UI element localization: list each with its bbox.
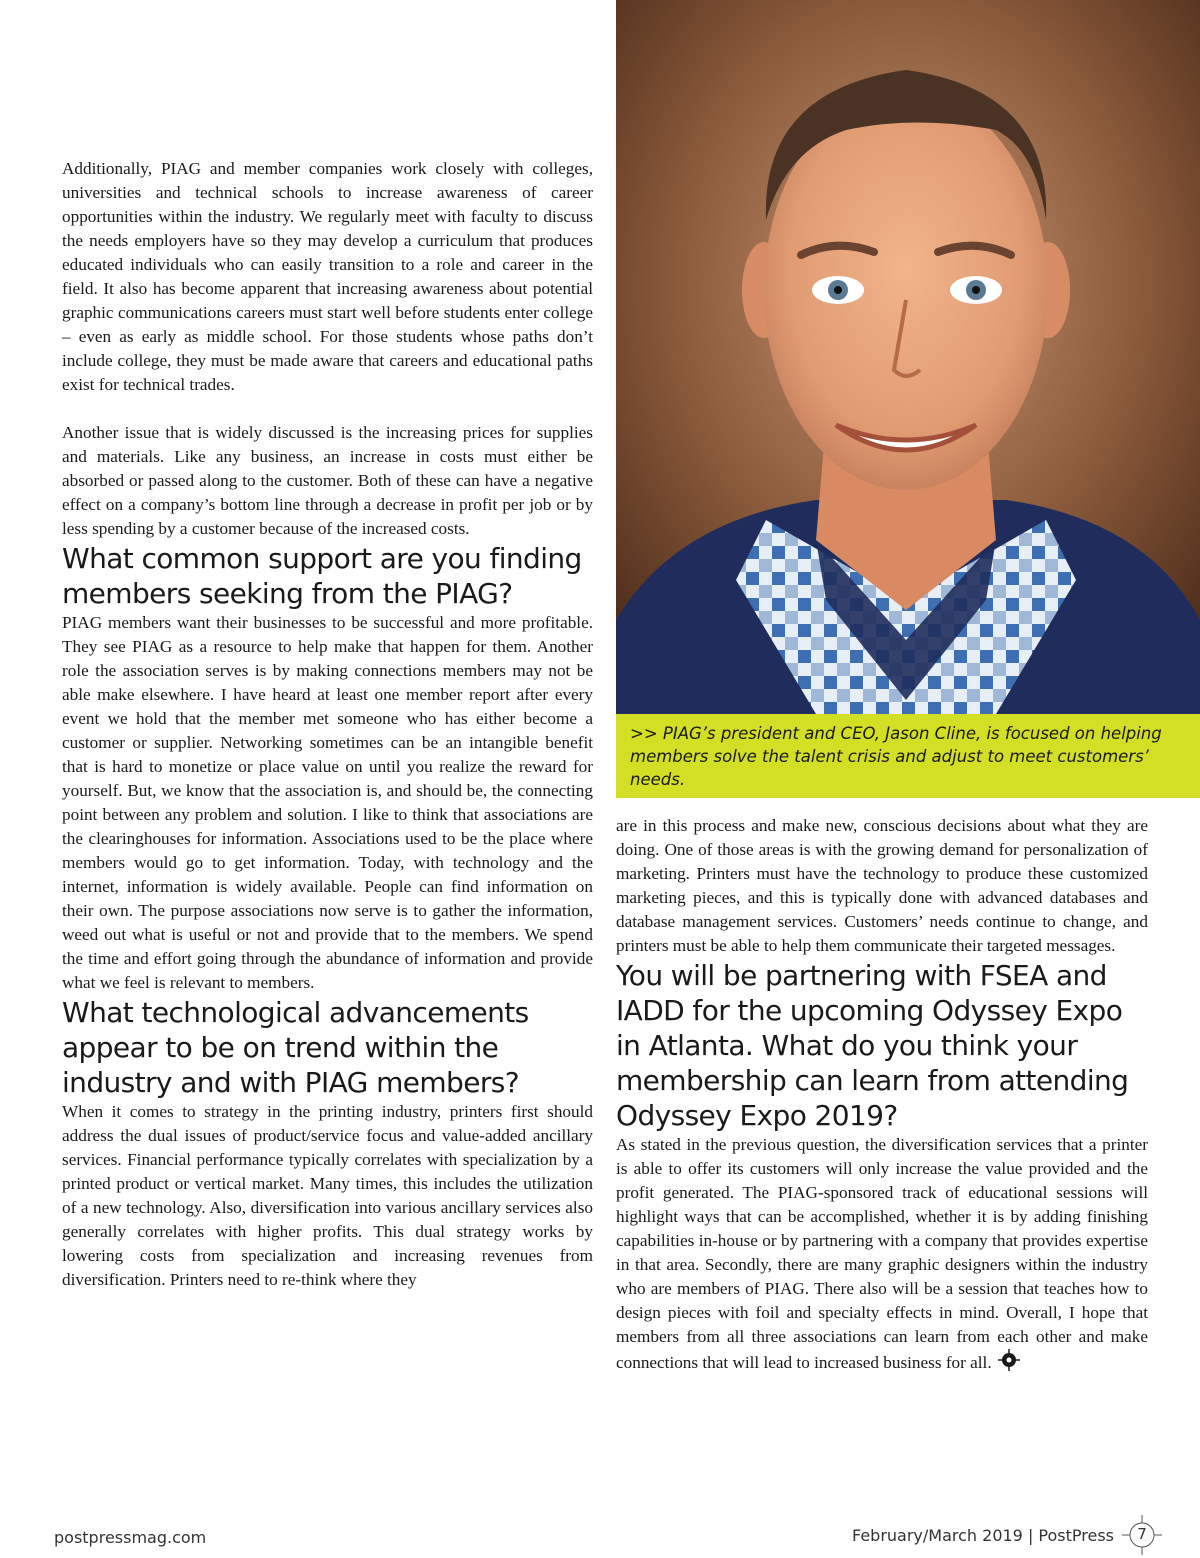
right-column [616,814,1148,1378]
paragraph-awareness: Additionally, PIAG and member companies work closely with colleges, universities and technical schools to increase awareness of career opportunities within the industry. We regularly meet with faculty to discuss the needs employers have so they may develop a curriculum that produces educated individuals who can easily transition to a role and career in the field. It also has become apparent that increasing awareness about potential graphic communications careers must start well before students enter college – even as early as middle school. For those students whose paths don’t include college, they must be made aware that careers and educational paths exist for technical trades. [62,159,593,394]
footer-website: postpressmag.com [54,1528,207,1547]
portrait-illustration [616,0,1200,714]
photo-caption: >> PIAG’s president and CEO, Jason Cline, is focused on helping members solve the talent crisis and adjust to meet customers’ needs. [616,714,1200,798]
end-mark-icon [998,1349,1020,1378]
question-odyssey-expo: You will be partnering with FSEA and IADD for the upcoming Odyssey Expo in Atlanta. What do you think your membership can learn from attending Odyssey Expo 2019? [616,959,1129,1132]
answer-odyssey-text: As stated in the previous question, the diversification services that a printer is able to offer its customers will only increase the value provided and the profit generated. The PIAG-sponsored track of educational sessions will highlight ways that can be accomplished, whether it is by adding finishing capabilities in-house or by partnering with a company that provides expertise in that area. Secondly, there are many graphic designers within the industry who are members of PIAG. There also will be a session that teaches how to design pieces with foil and specialty effects in mind. Overall, I hope that members from all three associations can learn from each other and make connections that will lead to increased business for all. [616,1135,1148,1372]
left-column [62,157,593,1292]
question-common-support: What common support are you finding members seeking from the PIAG? [62,542,582,610]
answer-tech-continued: are in this process and make new, conscious decisions about what they are doing. One of those areas is with the growing demand for personalization of marketing. Printers must have the technology to produce these customized marketing pieces, and this is typically done with advanced databases and database management services. Customers’ needs continue to change, and printers must be able to help them communicate their targeted messages. [616,816,1148,955]
question-tech-advancements: What technological advancements appear to be on trend within the industry and with PIAG members? [62,996,529,1099]
paragraph-prices: Another issue that is widely discussed is the increasing prices for supplies and materials. Like any business, an increase in costs must either be absorbed or passed along to the customer. Both of these can have a negative effect on a company’s bottom line through a decrease in profit per job or by less spending by a customer because of the increased costs. [62,423,593,538]
answer-tech-advancements: When it comes to strategy in the printing industry, printers first should address the dual issues of product/service focus and value-added ancillary services. Financial performance typically correlates with specialization by a printed product or vertical market. Many times, this includes the utilization of a new technology. Also, diversification into various ancillary services also generally correlates with higher profits. This dual strategy works by lowering costs from specialization and increasing revenues from diversification. Printers need to re-think where they [62,1102,593,1289]
page-number: 7 [1137,1525,1147,1543]
answer-common-support: PIAG members want their businesses to be successful and more profitable. They see PIAG as a resource to help make that happen for them. Another role the association serves is by making connections members may not be able make elsewhere. I have heard at least one member report after every event we hold that the member met someone who has either become a customer or supplier. Networking sometimes can be an intangible benefit that is hard to monetize or place value on until you realize the reward for yourself. But, we know that the association is, and should be, the connecting point between any problem and solution. I like to think that associations are the clearinghouses for information. Associations used to be the place where members would go to get information. Today, with technology and the internet, information is widely available. People can find information on their own. The purpose associations now serve is to gather the information, weed out what is useful or not and provide that to the members. We spend the time and effort going through the abundance of information and provide what we feel is relevant to members. [62,613,593,992]
footer-issue: February/March 2019 | PostPress [851,1526,1114,1545]
portrait-photo [616,0,1200,714]
answer-odyssey-expo [616,1133,1148,1378]
